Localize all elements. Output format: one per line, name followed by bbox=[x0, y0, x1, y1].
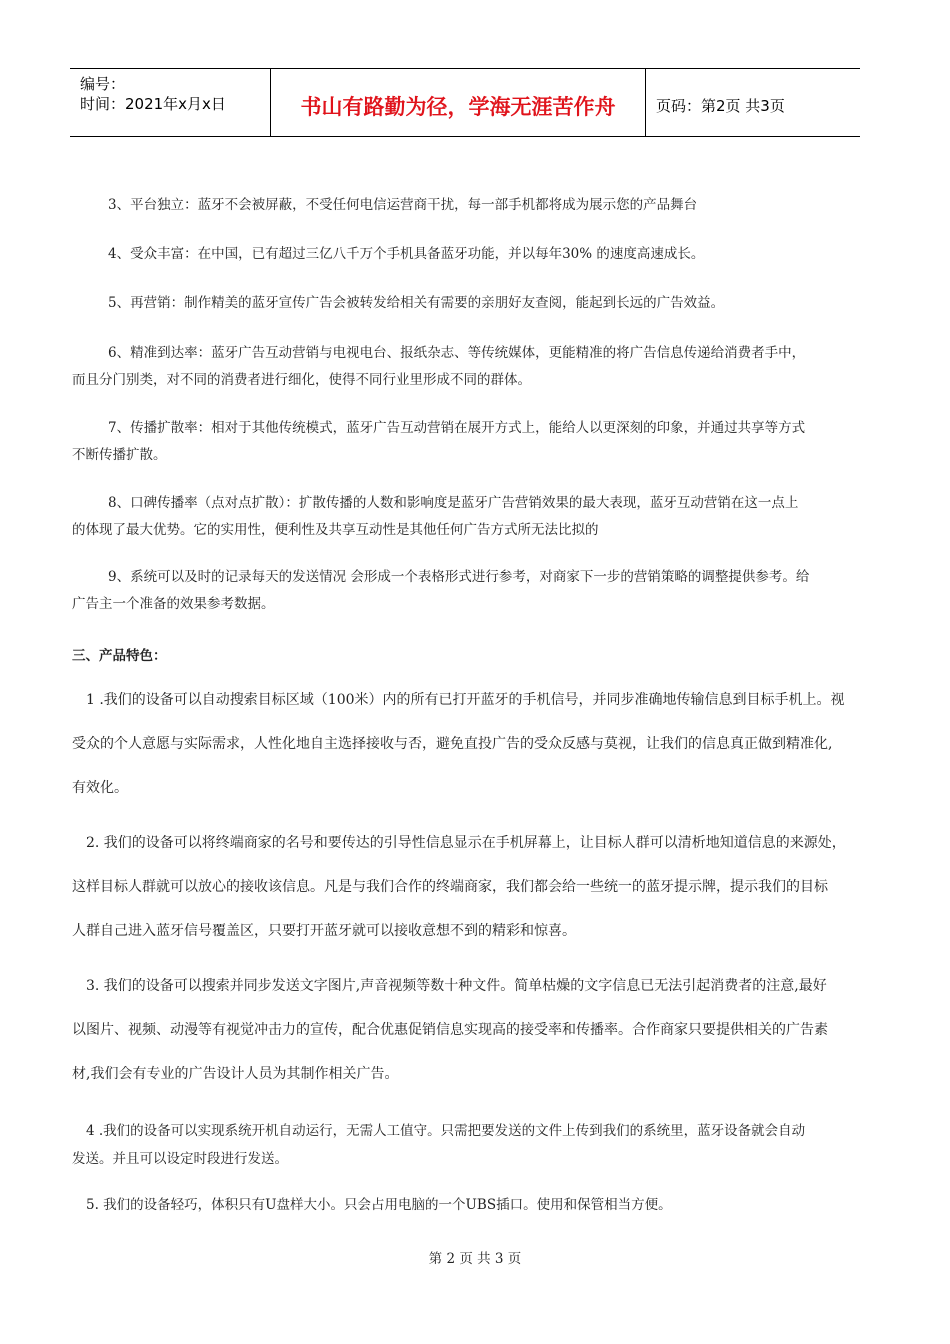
paragraph-line: 9、系统可以及时的记录每天的发送情况 会形成一个表格形式进行参考，对商家下一步的营销策略的调整提供参考。给 bbox=[108, 569, 810, 585]
paragraph-line: 发送。并且可以设定时段进行发送。 bbox=[72, 1151, 288, 1167]
feature-paragraph bbox=[72, 821, 862, 953]
motto: 书山有路勤为径，学海无涯苦作舟 bbox=[300, 95, 616, 119]
paragraph-line: 这样目标人群就可以放心的接收该信息。凡是与我们合作的终端商家，我们都会给一些统一的蓝牙提示牌，提示我们的目标 bbox=[72, 879, 828, 895]
feature-paragraph bbox=[72, 678, 862, 810]
paragraph bbox=[72, 241, 862, 268]
paragraph bbox=[72, 490, 862, 544]
header-meta-cell bbox=[70, 69, 271, 136]
section-heading: 三、产品特色： bbox=[72, 648, 167, 664]
header-table bbox=[70, 68, 860, 137]
paragraph-line: 4、受众丰富：在中国，已有超过三亿八千万个手机具备蓝牙功能，并以每年30% 的速度高速成长。 bbox=[108, 246, 705, 262]
paragraph bbox=[72, 415, 862, 469]
paragraph-line: 的体现了最大优势。它的实用性，便利性及共享互动性是其他任何广告方式所无法比拟的 bbox=[72, 522, 599, 538]
paragraph-line: 人群自己进入蓝牙信号覆盖区，只要打开蓝牙就可以接收意想不到的精彩和惊喜。 bbox=[72, 923, 576, 939]
feature-paragraph bbox=[72, 964, 862, 1096]
paragraph-line: 广告主一个准备的效果参考数据。 bbox=[72, 596, 275, 612]
paragraph-line: 5、再营销：制作精美的蓝牙宣传广告会被转发给相关有需要的亲朋好友查阅，能起到长远的广告效益。 bbox=[108, 295, 725, 311]
document-date: 时间：2021年x月x日 bbox=[80, 95, 226, 113]
paragraph-line: 不断传播扩散。 bbox=[72, 447, 167, 463]
paragraph-line: 而且分门别类，对不同的消费者进行细化，使得不同行业里形成不同的群体。 bbox=[72, 372, 531, 388]
paragraph bbox=[72, 290, 862, 317]
paragraph bbox=[72, 192, 862, 219]
feature-paragraph bbox=[72, 1117, 862, 1173]
paragraph-line: 4 .我们的设备可以实现系统开机自动运行，无需人工值守。只需把要发送的文件上传到我们的系统里，蓝牙设备就会自动 bbox=[86, 1123, 806, 1139]
header-page-cell bbox=[646, 69, 860, 136]
paragraph-line: 6、精准到达率：蓝牙广告互动营销与电视电台、报纸杂志、等传统媒体，更能精准的将广告信息传递给消费者手中， bbox=[108, 345, 806, 361]
paragraph-line: 3、平台独立：蓝牙不会被屏蔽，不受任何电信运营商干扰，每一部手机都将成为展示您的产品舞台 bbox=[108, 197, 698, 213]
paragraph bbox=[72, 340, 862, 394]
paragraph-line: 有效化。 bbox=[72, 780, 128, 796]
paragraph-line: 以图片、视频、动漫等有视觉冲击力的宣传，配合优惠促销信息实现高的接受率和传播率。合作商家只要提供相关的广告素 bbox=[72, 1022, 828, 1038]
paragraph-line: 2. 我们的设备可以将终端商家的名号和要传达的引导性信息显示在手机屏幕上，让目标人群可以清析地知道信息的来源处， bbox=[86, 835, 846, 851]
feature-paragraph bbox=[72, 1192, 862, 1219]
header-motto-cell bbox=[271, 69, 646, 136]
paragraph bbox=[72, 564, 862, 618]
paragraph-line: 5. 我们的设备轻巧，体积只有U盘样大小。只会占用电脑的一个UBS插口。使用和保管相当方便。 bbox=[86, 1197, 672, 1213]
paragraph-line: 材,我们会有专业的广告设计人员为其制作相关广告。 bbox=[72, 1066, 399, 1082]
paragraph-line: 受众的个人意愿与实际需求，人性化地自主选择接收与否，避免直投广告的受众反感与莫视，让我们的信息真正做到精准化, bbox=[72, 736, 833, 752]
paragraph-line: 3. 我们的设备可以搜索并同步发送文字图片,声音视频等数十种文件。简单枯燥的文字信息已无法引起消费者的注意,最好 bbox=[86, 978, 827, 994]
paragraph-line: 7、传播扩散率：相对于其他传统模式，蓝牙广告互动营销在展开方式上，能给人以更深刻的印象，并通过共享等方式 bbox=[108, 420, 806, 436]
document-number-label: 编号： bbox=[80, 75, 126, 93]
page-footer: 第 2 页 共 3 页 bbox=[428, 1251, 522, 1267]
page-number-label: 页码：第2页 共3页 bbox=[656, 97, 785, 115]
paragraph-line: 1 .我们的设备可以自动搜索目标区域（100米）内的所有已打开蓝牙的手机信号，并同步准确地传输信息到目标手机上。视 bbox=[86, 692, 845, 708]
paragraph-line: 8、口碑传播率（点对点扩散）：扩散传播的人数和影响度是蓝牙广告营销效果的最大表现，蓝牙互动营销在这一点上 bbox=[108, 495, 799, 511]
